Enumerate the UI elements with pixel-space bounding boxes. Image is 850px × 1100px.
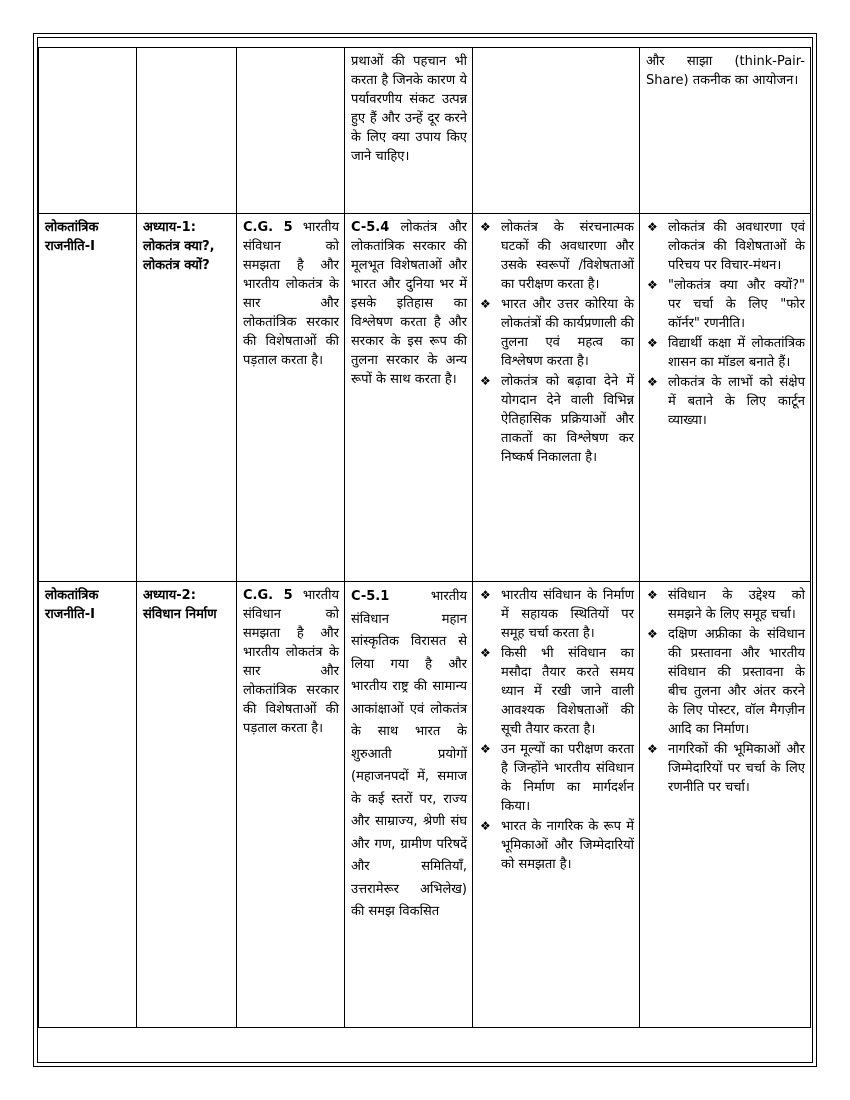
list-item: ❖ किसी भी संविधान का मसौदा तैयार करते समय ध्यान में रखी जाने वाली आवश्यक विशेषताओं की सूची तैयार करता है। [480, 646, 634, 737]
list-item: ❖ "लोकतंत्र क्या और क्यों?" पर चर्चा के लिए "फोर कॉर्नर" रणनीति। [647, 278, 805, 331]
list-item: ❖ दक्षिण अफ्रीका के संविधान की प्रस्तावना और भारतीय संविधान की प्रस्तावना के बीच तुलना और अंतर करने के लिए पोस्टर, वॉल मैगज़ीन आदि का निर्माण। [647, 627, 805, 737]
competency-cell: C-5.4 लोकतंत्र और लोकतांत्रिक सरकार की मूलभूत विशेषताओं और भारत और दुनिया भर में इसके इतिहास का विश्लेषण करता है और सरकार के इस रूप की तुलना सरकार के अन्य रूपों के साथ करता है। [345, 214, 473, 582]
diamond-bullet-icon: ❖ [480, 374, 491, 388]
activities-cell [640, 582, 811, 1028]
chapter-cell: अध्याय-1: लोकतंत्र क्या?, लोकतंत्र क्यों? [137, 214, 237, 582]
table-row [39, 582, 811, 1028]
competency-cell: प्रथाओं की पहचान भी करता है जिनके कारण ये पर्यावरणीय संकट उत्पन्न हुए हैं और उन्हें दूर करने के लिए क्या उपाय किए जाने चाहिए। [345, 48, 473, 214]
diamond-bullet-icon: ❖ [647, 278, 658, 292]
list-item: ❖ लोकतंत्र के संरचनात्मक घटकों की अवधारणा और उसके स्वरूपों /विशेषताओं का परीक्षण करता है। [480, 220, 634, 292]
curricular-goal-cell [237, 48, 345, 214]
unit-cell [39, 48, 137, 214]
diamond-bullet-icon: ❖ [480, 297, 491, 311]
diamond-bullet-icon: ❖ [647, 220, 658, 234]
diamond-bullet-icon: ❖ [647, 336, 658, 350]
unit-cell: लोकतांत्रिक राजनीति-I [39, 582, 137, 1028]
unit-cell: लोकतांत्रिक राजनीति-I [39, 214, 137, 582]
activities-cell [640, 214, 811, 582]
competency-cell: C-5.1 भारतीय संविधान महान सांस्कृतिक विरासत से लिया गया है और भारतीय राष्ट्र की सामान्य आकांक्षाओं एवं लोकतंत्र के साथ भारत के शुरुआती प्रयोगों (महाजनपदों में, समाज के कई स्तरों पर, राज्य और साम्राज्य, श्रेणी संघ और गण, ग्रामीण परिषदें और समितियाँ, उत्तरामेरूर अभिलेख) की समझ विकसित [345, 582, 473, 1028]
diamond-bullet-icon: ❖ [647, 588, 658, 602]
learning-outcomes-cell [473, 48, 640, 214]
diamond-bullet-icon: ❖ [480, 742, 491, 756]
chapter-cell: अध्याय-2: संविधान निर्माण [137, 582, 237, 1028]
diamond-bullet-icon: ❖ [647, 375, 658, 389]
list-item: ❖ लोकतंत्र की अवधारणा एवं लोकतंत्र की विशेषताओं के परिचय पर विचार-मंथन। [647, 220, 805, 273]
list-item: ❖ उन मूल्यों का परीक्षण करता है जिन्होंने भारतीय संविधान के निर्माण का मार्गदर्शन किया। [480, 742, 634, 814]
diamond-bullet-icon: ❖ [647, 627, 658, 641]
curricular-goal-cell: C.G. 5 भारतीय संविधान को समझता है और भारतीय लोकतंत्र के सार और लोकतांत्रिक सरकार की विशेषताओं की पड़ताल करता है। [237, 214, 345, 582]
list-item: ❖ भारत के नागरिक के रूप में भूमिकाओं और जिम्मेदारियों को समझता है। [480, 819, 634, 872]
learning-outcomes-cell [473, 582, 640, 1028]
activities-cell: और साझा (think-Pair-Share) तकनीक का आयोजन। [640, 48, 811, 214]
list-item: ❖ संविधान के उद्देश्य को समझने के लिए समूह चर्चा। [647, 588, 805, 622]
table-row [39, 214, 811, 582]
list-item: ❖ भारत और उत्तर कोरिया के लोकतंत्रों की कार्यप्रणाली की तुलना एवं महत्व का विश्लेषण करता है। [480, 297, 634, 369]
list-item: ❖ भारतीय संविधान के निर्माण में सहायक स्थितियों पर समूह चर्चा करता है। [480, 588, 634, 641]
curriculum-table [38, 47, 811, 1028]
diamond-bullet-icon: ❖ [480, 588, 491, 602]
list-item: ❖ नागरिकों की भूमिकाओं और जिम्मेदारियों पर चर्चा के लिए रणनीति पर चर्चा। [647, 742, 805, 795]
list-item: ❖ विद्यार्थी कक्षा में लोकतांत्रिक शासन का मॉडल बनाते हैं। [647, 336, 805, 370]
list-item: ❖ लोकतंत्र को बढ़ावा देने में योगदान देने वाली विभिन्न ऐतिहासिक प्रक्रियाओं और ताकतों का विश्लेषण कर निष्कर्ष निकालता है। [480, 374, 634, 465]
table-row [39, 48, 811, 214]
diamond-bullet-icon: ❖ [480, 646, 491, 660]
learning-outcomes-cell [473, 214, 640, 582]
diamond-bullet-icon: ❖ [480, 220, 491, 234]
chapter-cell [137, 48, 237, 214]
list-item: ❖ लोकतंत्र के लाभों को संक्षेप में बताने के लिए कार्टून व्याख्या। [647, 375, 805, 428]
diamond-bullet-icon: ❖ [647, 742, 658, 756]
curricular-goal-cell: C.G. 5 भारतीय संविधान को समझता है और भारतीय लोकतंत्र के सार और लोकतांत्रिक सरकार की विशेषताओं की पड़ताल करता है। [237, 582, 345, 1028]
diamond-bullet-icon: ❖ [480, 819, 491, 833]
